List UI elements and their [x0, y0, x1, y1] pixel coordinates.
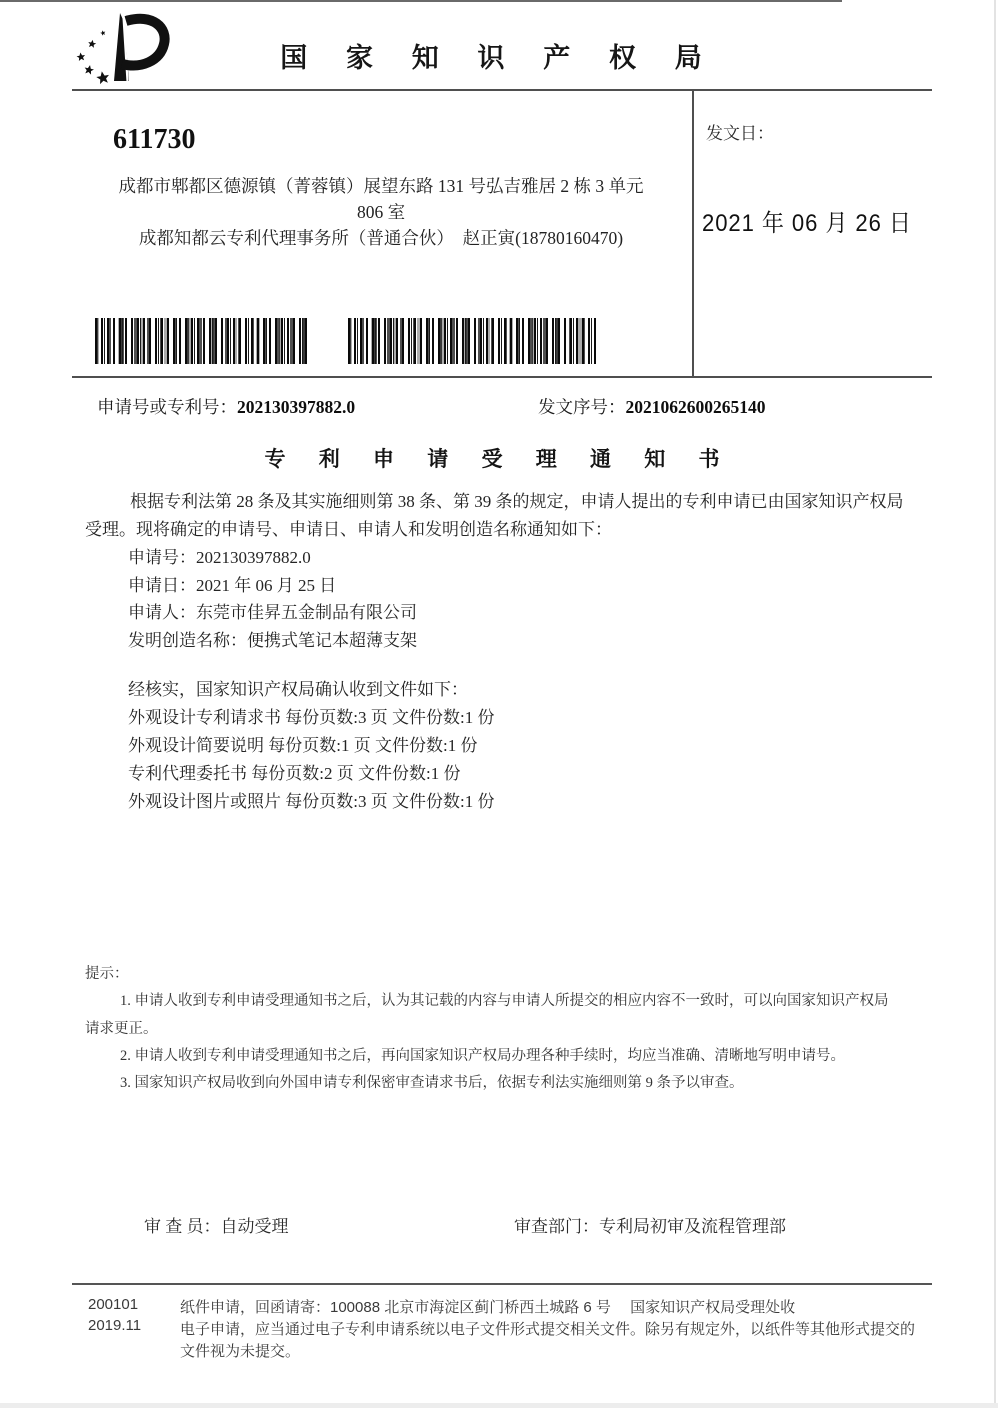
recipient-postal-code: 611730: [113, 124, 196, 155]
hint-item2: 2. 申请人收到专利申请受理通知书之后，再向国家知识产权局办理各种手续时，均应当准确、清晰地写明申请号。: [120, 1048, 845, 1064]
notice-title: 专 利 申 请 受 理 通 知 书: [264, 447, 734, 471]
hint-item1-line2: 请求更正。: [85, 1021, 158, 1037]
footer-line2: 电子申请，应当通过电子专利申请系统以电子文件形式提交相关文件。除另有规定外，以纸件等其他形式提交的: [180, 1321, 916, 1338]
department-label: 审查部门：: [514, 1217, 599, 1236]
footer-form-version: 2019.11: [88, 1317, 142, 1334]
examiner-row: [144, 1212, 289, 1237]
serial-number-value: 2021062600265140: [625, 397, 766, 417]
field-value: 2021 年 06 月 25 日: [196, 576, 337, 595]
header-divider: [72, 89, 932, 91]
field-value: 便携式笔记本超薄支架: [247, 631, 417, 650]
scan-edge: [994, 0, 996, 1408]
agency-title: 国 家 知 识 产 权 局: [280, 43, 718, 73]
application-number-value: 202130397882.0: [237, 397, 356, 417]
footer-line3: 文件视为未提交。: [180, 1343, 301, 1360]
field-label: 申请日：: [128, 576, 196, 595]
received-intro: 经核实，国家知识产权局确认收到文件如下：: [128, 680, 468, 699]
intro-line1: 根据专利法第 28 条及其实施细则第 38 条、第 39 条的规定，申请人提出的专利申请已由国家知识产权局: [130, 492, 904, 511]
dispatch-date-label: 发文日：: [706, 124, 774, 143]
title-divider: [0, 0, 842, 2]
recipient-agency-line: 成都知都云专利代理事务所（普通合伙） 赵正寅(18780160470): [138, 228, 624, 248]
serial-number-row: [538, 394, 766, 419]
barcode-icon: [95, 318, 310, 364]
scan-edge: [0, 1403, 998, 1408]
department-row: [514, 1212, 786, 1237]
serial-number-label: 发文序号：: [538, 397, 626, 417]
received-item: 外观设计图片或照片 每份页数:3 页 文件份数:1 份: [128, 792, 495, 811]
date-box-border: [692, 91, 694, 376]
field-label: 申请人：: [128, 603, 196, 622]
barcode-icon: [348, 318, 596, 364]
hint-item3: 3. 国家知识产权局收到向外国申请专利保密审查请求书后，依据专利法实施细则第 9 条予以审查。: [120, 1075, 744, 1091]
field-label: 申请号：: [128, 548, 196, 567]
recipient-address-line2: 806 室: [356, 202, 406, 222]
mid-divider: [72, 376, 932, 378]
examiner-label: 审 查 员：: [144, 1217, 221, 1236]
field-invention-title: [128, 626, 417, 651]
intro-line2: 受理。现将确定的申请号、申请日、申请人和发明创造名称通知如下：: [85, 520, 612, 539]
field-value: 202130397882.0: [196, 548, 311, 567]
field-label: 发明创造名称：: [128, 631, 247, 650]
hints-heading: 提示：: [85, 966, 129, 982]
field-filing-date: [128, 571, 336, 596]
dispatch-date-value: 2021 年 06 月 26 日: [702, 210, 912, 237]
field-value: 东莞市佳昇五金制品有限公司: [196, 603, 417, 622]
field-applicant: [128, 598, 417, 623]
field-application-number: [128, 543, 311, 568]
received-item: 外观设计专利请求书 每份页数:3 页 文件份数:1 份: [128, 708, 495, 727]
department-value: 专利局初审及流程管理部: [599, 1217, 786, 1236]
examiner-value: 自动受理: [220, 1217, 289, 1236]
application-number-row: [97, 394, 355, 419]
footer-form-code: 200101: [88, 1296, 139, 1313]
footer-divider: [72, 1283, 932, 1285]
received-item: 专利代理委托书 每份页数:2 页 文件份数:1 份: [128, 764, 461, 783]
recipient-address-block: [85, 173, 677, 251]
footer-line1: 纸件申请，回函请寄：100088 北京市海淀区蓟门桥西土城路 6 号 国家知识产权局受理处收: [180, 1299, 796, 1316]
application-number-label: 申请号或专利号：: [97, 397, 237, 417]
received-item: 外观设计简要说明 每份页数:1 页 文件份数:1 份: [128, 736, 478, 755]
hint-item1-line1: 1. 申请人收到专利申请受理通知书之后，认为其记载的内容与申请人所提交的相应内容不一致时，可以向国家知识产权局: [120, 993, 889, 1009]
recipient-address-line1: 成都市郫都区德源镇（菁蓉镇）展望东路 131 号弘吉雅居 2 栋 3 单元: [118, 176, 644, 196]
